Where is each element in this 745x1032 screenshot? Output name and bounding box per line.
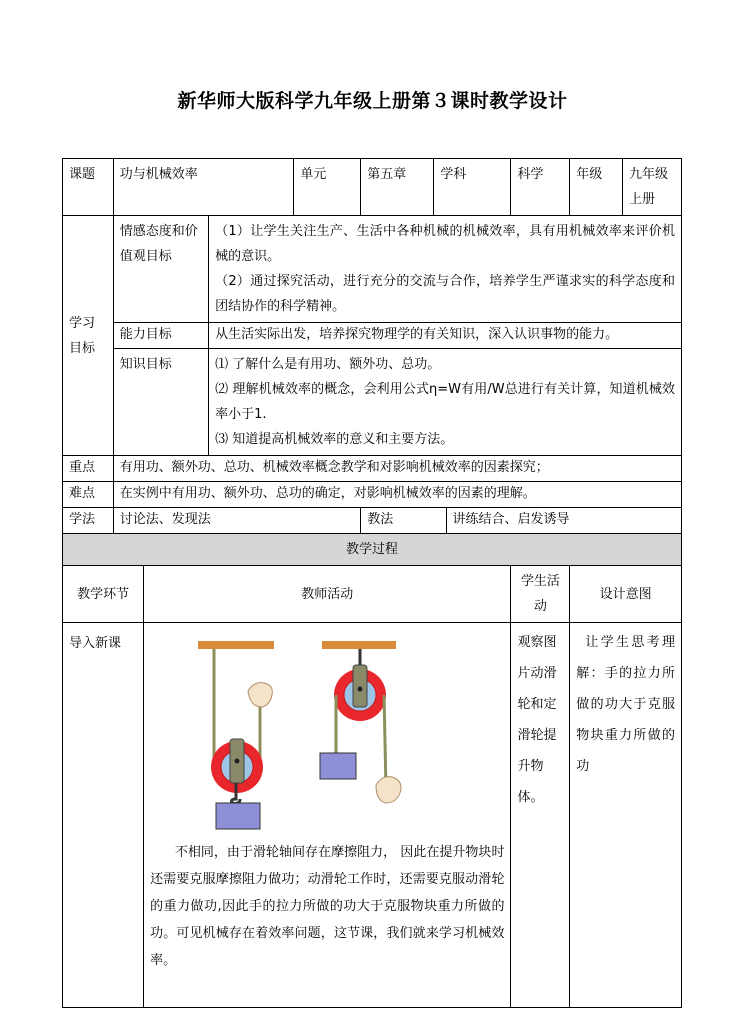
col-step-header: 教学环节 [63,566,144,623]
teach-method-value: 讲练结合、启发诱导 [446,508,681,534]
ceiling-beam-left [198,641,274,649]
page-title: 新华师大版科学九年级上册第３课时教学设计 [177,90,568,112]
movable-pulley-figure [198,641,274,829]
goal-ability-row [63,323,682,349]
knowledge-goal-label: 知识目标 [113,349,208,456]
ability-goal-text: 从生活实际出发，培养探究物理学的有关知识，深入认识事物的能力。 [209,323,682,349]
difficulty-row [63,482,682,508]
goal-emotion-row [63,216,682,323]
emotion-goal-item: （2）通过探究活动，进行充分的交流与合作，培养学生严谨求实的科学态度和团结协作的科学精神。 [215,274,675,314]
unit-value: 第五章 [361,159,434,216]
block-left [216,803,260,829]
hand-right [376,777,401,803]
block-right [320,753,356,779]
ability-goal-label: 能力目标 [113,323,208,349]
step-intro: 导入新课 [63,623,144,1008]
process-header: 教学过程 [63,534,682,566]
hand-left [248,683,272,707]
fixed-pulley-figure [320,641,401,803]
course-label: 课题 [63,159,114,216]
emotion-goal-content [209,216,682,323]
process-header-row [63,534,682,566]
methods-row [63,508,682,534]
process-columns-row [63,566,682,623]
unit-label: 单元 [294,159,361,216]
emotion-goal-item: （1）让学生关注生产、生活中各种机械的机械效率，具有用机械效率来评价机械的意识。 [215,224,675,264]
pulley-diagram [150,629,470,839]
ceiling-beam-right [322,641,396,649]
intro-row [63,623,682,1008]
teacher-activity [144,623,511,1008]
course-value: 功与机械效率 [113,159,294,216]
teach-method-label: 教法 [361,508,446,534]
key-point-row [63,456,682,482]
grade-value: 九年级上册 [623,159,682,216]
knowledge-goal-content [209,349,682,456]
study-method-label: 学法 [63,508,114,534]
grade-label: 年级 [570,159,623,216]
design-intent: 让学生思考理解：手的拉力所做的功大于克服物块重力所做的功 [570,623,682,1008]
subject-label: 学科 [434,159,511,216]
col-teacher-header: 教师活动 [144,566,511,623]
difficulty-label: 难点 [63,482,114,508]
rope-right-pull [384,695,386,789]
subject-value: 科学 [511,159,570,216]
key-point-text: 有用功、额外功、总功、机械效率概念教学和对影响机械效率的因素探究； [113,456,681,482]
difficulty-text: 在实例中有用功、额外功、总功的确定，对影响机械效率的因素的理解。 [113,482,681,508]
teacher-activity-text: 不相同，由于滑轮轴间存在摩擦阻力， 因此在提升物块时还需要克服摩擦阻力做功；动滑轮工作时，还需要克服动滑轮的重力做功,因此手的拉力所做的功大于克服物块重力所做的功。可见机械存在着效率问题，这节课，我们就来学习机械效率。 [150,845,505,968]
emotion-goal-label: 情感态度和价值观目标 [113,216,208,323]
pulley-illustration [150,629,504,839]
knowledge-goal-item: ⑶ 知道提高机械效率的意义和主要方法。 [215,432,454,447]
col-intent-header: 设计意图 [570,566,682,623]
knowledge-goal-item: ⑴ 了解什么是有用功、额外功、总功。 [215,357,441,372]
lesson-plan-table [62,158,682,1008]
info-row [63,159,682,216]
knowledge-goal-item: ⑵ 理解机械效率的概念，会利用公式η=W有用/W总进行有关计算，知道机械效率小于1. [215,382,675,422]
key-point-label: 重点 [63,456,114,482]
study-method-value: 讨论法、发现法 [113,508,361,534]
student-activity: 观察图片动滑轮和定滑轮提升物体。 [511,623,570,1008]
col-student-header: 学生活动 [511,566,570,623]
goals-label: 学习目标 [63,216,114,456]
goal-knowledge-row [63,349,682,456]
